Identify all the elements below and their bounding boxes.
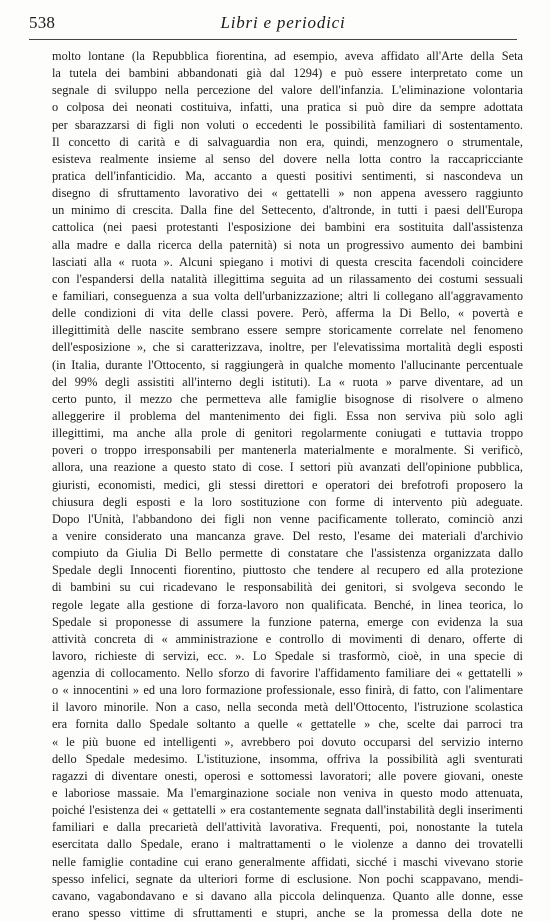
text-line: a venire considerato una mancanza grave. Del resto, l'esame dei materiali d'archivio: [52, 528, 523, 543]
text-line: compiuto da Giulia Di Bello permette di constatare che l'assistenza organizzata dallo: [52, 546, 523, 561]
text-line: e familiari, conseguenza a sua volta dell'urbanizzazione; altri li collegano all'aggravamento: [52, 288, 523, 303]
text-line: segnale di sviluppo nella percezione del valore dell'infanzia. L'eliminazione volontaria: [52, 83, 523, 98]
text-line: cavano, vagabondavano e si davano alla piccola delinquenza. Quanto alle donne, esse: [52, 888, 523, 903]
text-line: esercitata dallo Spedale, erano i maltrattamenti o le violenze a danno dei trovatelli: [52, 837, 523, 852]
page-number: 538: [29, 13, 56, 32]
text-line: di bambini su cui ricadevano le responsabilità dei genitori, si svolgeva secondo le: [52, 580, 523, 595]
text-line: e laboriose massaie. Ma l'emarginazione sociale non veniva in questo modo attenuata,: [52, 786, 523, 801]
running-title: Libri e periodici: [220, 13, 346, 32]
text-line: molto lontane (la Repubblica fiorentina, ad esempio, aveva affidato all'Arte della Seta: [52, 49, 523, 63]
text-line: lavoro, richieste di servizi, ecc. ». Lo Spedale si trasformò, cioè, in una specie di: [52, 648, 523, 663]
text-line: « le più buone ed intelligenti », avrebbero poi dovuto occuparsi del servizio interno: [52, 734, 523, 749]
text-line: per sbarazzarsi di figli non voluti o eccedenti le possibilità familiari di sostentamento.: [52, 117, 523, 132]
text-line: regole legate alla gestione di forza-lavoro non qualificata. Benché, in linea teorica, lo: [52, 597, 523, 612]
body-text: [52, 48, 523, 922]
text-line: allora, una reazione a questo stato di cose. I settori più avanzati dell'opinione pubblica,: [52, 460, 523, 475]
text-line: nelle famiglie contadine cui erano generalmente affidati, sicché i maschi vivevano storie: [52, 854, 523, 869]
text-line: cattolica (nei paesi protestanti l'esposizione dei bambini era sostituita dall'assistenza: [52, 220, 523, 235]
text-line: agenzia di collocamento. Nello sforzo di favorire l'affidamento familiare dei « gettatelli »: [52, 666, 523, 681]
text-line: erano spesso vittime di sfruttamenti e stupri, anche se la promessa della dote ne: [52, 906, 523, 921]
page-header: [29, 11, 517, 40]
text-line: illegittimità delle nascite sembrano essere sempre storicamente correlate nel fenomeno: [52, 323, 523, 338]
text-line: ragazzi di diventare onesti, operosi e sottomessi lavoratori; alle povere giovani, oneste: [52, 768, 523, 783]
text-line: lasciati alla « ruota ». Alcuni spiegano i motivi di questa crescita facendoli coincidere: [52, 254, 523, 269]
text-line: pratica dell'infanticidio. Ma, accanto a questi positivi sentimenti, si nascondeva un: [52, 168, 523, 183]
text-line: dell'esposizione », che si caratterizzava, inoltre, per l'elevatissima mortalità degli esposti: [52, 340, 523, 355]
text-line: certo punto, il mezzo che permetteva alle famiglie bisognose di risolvere o almeno: [52, 391, 523, 406]
text-line: (in Italia, durante l'Ottocento, si raggiungerà in qualche momento l'allucinante percentuale: [52, 357, 523, 372]
text-line: Il concetto di carità e di salvaguardia non era, quindi, menzognero o strumentale,: [52, 134, 523, 149]
text-line: chiusura degli esposti e la loro sostituzione con forme di intervento più adeguate.: [52, 494, 523, 509]
text-line: alleggerire il problema del mantenimento dei figli. Essa non serviva più solo agli: [52, 408, 523, 423]
text-line: era fornita dallo Spedale soltanto a quelle « gettatelle » che, scelte dai parroci tra: [52, 717, 523, 732]
text-line: il lavoro minorile. Non a caso, nella seconda metà dell'Ottocento, l'istruzione scolastica: [52, 700, 523, 715]
text-line: o « innocentini » ed una loro formazione professionale, esso finirà, di fatto, con l'alimentare: [52, 683, 523, 698]
text-line: Dopo l'Unità, l'abbandono dei figli non venne pacificamente tollerato, cominciò anzi: [52, 511, 523, 526]
text-line: poiché l'esistenza dei « gettatelli » era costantemente segnata dall'instabilità degli inserimenti: [52, 803, 523, 818]
text-line: Spedale degli Innocenti fiorentino, piuttosto che tendere al recupero ed alla protezione: [52, 563, 523, 578]
text-line: dello Spedale medesimo. L'istituzione, insomma, offriva la possibilità agli sventurati: [52, 751, 523, 766]
text-line: o colposa dei neonati costituiva, infatti, una pratica si può dire da sempre adottata: [52, 100, 523, 115]
text-line: esisteva realmente insieme al senso del dovere nella lotta contro la raccapricciante: [52, 151, 523, 166]
text-line: con l'espandersi della natalità illegittima seguita ad un rilassamento dei costumi sessuali: [52, 271, 523, 286]
text-line: delle condizioni di vita delle classi povere. Però, afferma la Di Bello, « povertà e: [52, 306, 523, 321]
text-line: la tutela dei bambini abbandonati già dal 1294) e può essere interpretato come un: [52, 66, 523, 81]
text-line: giuristi, economisti, medici, gli stessi direttori e operatori dei brefotrofi proposero la: [52, 477, 523, 492]
text-line: Spedale si proponesse di assumere la funzione paterna, emerge con evidenza la sua: [52, 614, 523, 629]
text-line: del 99% degli assistiti all'interno degli istituti). La « ruota » parve diventare, ad un: [52, 374, 523, 389]
text-line: familiari e dalla precarietà dell'attività lavorativa. Frequenti, poi, nonostante la tutela: [52, 820, 523, 835]
text-line: spesso infelici, segnate da ulteriori forme di esclusione. Non pochi scappavano, mendi-: [52, 871, 523, 886]
text-line: attività concreta di « amministrazione e controllo di movimenti di denaro, offerte di: [52, 631, 523, 646]
text-line: disegno di sfruttamento lavorativo dei « gettatelli » non appena avessero raggiunto: [52, 186, 523, 201]
text-line: un minimo di crescita. Dalla fine del Settecento, d'altronde, in tutti i paesi dell'Europa: [52, 203, 523, 218]
text-line: illegittimi, ma anche alla prole di genitori regolarmente coniugati e tuttavia troppo: [52, 426, 523, 441]
text-line: alla madre e dalla ricerca della paternità) si nota un progressivo aumento dei bambini: [52, 237, 523, 252]
text-line: poveri o troppo irresponsabili per mantenerla materialmente e moralmente. Si verificò,: [52, 443, 523, 458]
